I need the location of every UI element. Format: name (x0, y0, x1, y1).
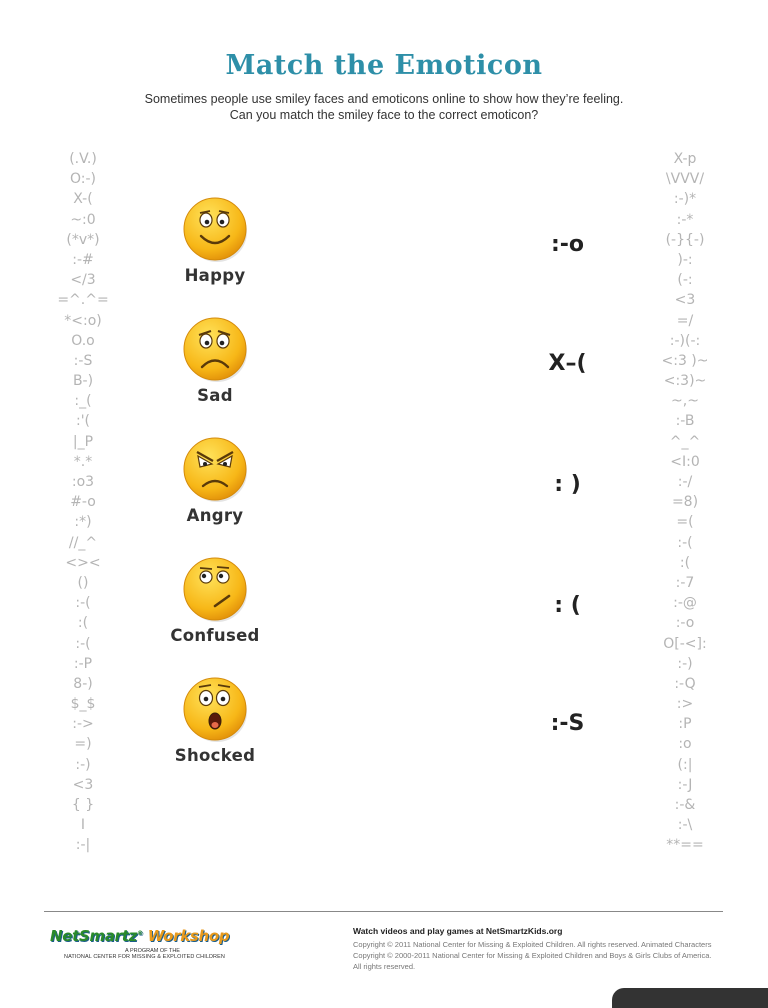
right-column-emoticon: :-\ (677, 817, 693, 834)
right-column-emoticon: <3 (674, 292, 696, 309)
right-column-emoticon: :-( (677, 534, 693, 551)
right-column-emoticon: O[-<]: (663, 635, 707, 652)
footer-copyright: Copyright © 2011 National Center for Missing & Exploited Children. All rights reserved. Animated Characters Copyright © 2000-2011 National Center for Missing & Exploited Children and Boys & Girls Clubs of America. All rights reserved. (353, 940, 712, 971)
left-column-emoticon: :-) (75, 756, 91, 773)
left-column-emoticon: O.o (71, 332, 95, 349)
left-column-emoticon: O:-) (69, 171, 96, 188)
right-column-emoticon: (-}{-) (665, 231, 705, 248)
netsmartz-logo (50, 927, 235, 960)
instructions-line-2: Can you match the smiley face to the correct emoticon? (229, 108, 539, 122)
right-column-emoticon: (-: (677, 272, 693, 289)
emoticon-3: : ) (554, 472, 581, 497)
left-column-emoticon: |_P (72, 433, 94, 450)
face-label-happy: Happy (184, 266, 246, 285)
right-column-emoticon: \VVV/ (665, 171, 705, 188)
left-column-emoticon: :_( (74, 393, 92, 410)
left-column-emoticon: X-( (73, 191, 93, 208)
right-column-emoticon: :P (678, 716, 692, 733)
page-corner-tab (612, 988, 768, 1008)
right-column-emoticon: <:3)~ (663, 373, 707, 390)
face-label-shocked: Shocked (174, 746, 256, 765)
right-column-emoticon: :( (679, 554, 691, 571)
left-column-emoticon: //_^ (68, 534, 98, 551)
right-column-emoticon: :o (678, 736, 692, 753)
face-angry (160, 436, 270, 525)
left-column-emoticon: :-| (75, 837, 91, 854)
left-column-emoticon: :-( (75, 635, 91, 652)
right-column-emoticon: :-* (676, 211, 694, 228)
left-column-emoticon: =) (74, 736, 92, 753)
shocked-face-icon (181, 676, 249, 744)
left-column-emoticon: { } (71, 797, 95, 813)
face-label-angry: Angry (186, 506, 244, 525)
logo-subtitle-1: A PROGRAM OF THE (125, 948, 180, 954)
left-column-emoticon: *<:o) (64, 312, 102, 329)
left-column-emoticon: <3 (72, 776, 94, 793)
right-column-emoticon: X-p (673, 151, 697, 167)
angry-face-icon (181, 436, 249, 504)
right-column-emoticon: <:3 )~ (661, 352, 709, 369)
right-column-emoticon: =/ (676, 312, 694, 329)
logo-wordmark: NetSmartz® Workshop (50, 927, 230, 945)
right-column-emoticon: :-)* (673, 191, 697, 208)
left-column-emoticon: #-o (70, 494, 96, 511)
left-column-emoticon: :o3 (71, 474, 95, 490)
left-column-emoticon: <>< (65, 554, 101, 571)
footer-text (353, 926, 713, 972)
left-column-emoticon: ~:0 (70, 211, 96, 228)
logo-workshop: Workshop (147, 927, 230, 945)
right-column-emoticon: :> (676, 696, 694, 713)
right-column-emoticon: :-B (675, 413, 695, 430)
left-column-emoticon: (*v*) (66, 231, 100, 248)
right-column-emoticon: :-J (677, 776, 693, 793)
instructions-line-1: Sometimes people use smiley faces and emoticons online to show how they’re feeling. (144, 92, 624, 106)
right-column-emoticon: :-Q (674, 675, 696, 692)
face-happy (160, 196, 270, 285)
right-column-emoticon: :-o (675, 615, 695, 632)
face-label-confused: Confused (170, 626, 260, 645)
left-column-emoticon: :-> (72, 716, 94, 733)
right-column-emoticon: **== (666, 837, 704, 854)
left-column-emoticon: :-( (75, 595, 91, 612)
left-column-emoticon: </3 (70, 272, 96, 289)
right-column-emoticon: =( (676, 514, 694, 531)
right-column-emoticon: =8) (671, 494, 699, 511)
left-column-emoticon: () (77, 574, 89, 591)
face-sad (160, 316, 270, 405)
left-column-emoticon: :( (77, 615, 89, 632)
right-emoticon-column (655, 149, 715, 856)
left-column-emoticon: :*) (74, 514, 92, 531)
left-column-emoticon: :-# (72, 251, 94, 268)
face-shocked (160, 676, 270, 765)
footer-headline: Watch videos and play games at NetSmartzKids.org (353, 926, 563, 936)
right-column-emoticon: ^_^ (669, 433, 701, 450)
right-column-emoticon: :-/ (677, 474, 693, 490)
left-column-emoticon: *.* (73, 453, 93, 470)
left-column-emoticon: 8-) (73, 675, 93, 692)
face-label-sad: Sad (197, 386, 233, 405)
left-column-emoticon: :'( (75, 413, 91, 430)
emoticon-4: : ( (554, 593, 581, 618)
emoticon-2: X–( (548, 351, 587, 376)
left-column-emoticon: (.V.) (69, 151, 97, 167)
left-emoticon-column (53, 149, 113, 856)
emoticon-1: :-o (550, 232, 585, 257)
right-column-emoticon: :-& (674, 797, 696, 813)
right-column-emoticon: )-: (677, 251, 693, 268)
face-confused (160, 556, 270, 645)
left-column-emoticon: B-) (72, 373, 94, 390)
right-column-emoticon: ~,~ (671, 393, 699, 410)
left-column-emoticon: :-S (73, 352, 93, 369)
right-column-emoticon: :-)(-: (669, 332, 701, 349)
confused-face-icon (181, 556, 249, 624)
footer-divider (44, 911, 723, 912)
right-column-emoticon: (:| (677, 756, 693, 773)
right-column-emoticon: <I:0 (670, 453, 700, 470)
right-column-emoticon: :-7 (675, 574, 695, 591)
happy-face-icon (181, 196, 249, 264)
logo-netsmartz: NetSmartz (50, 927, 138, 945)
right-column-emoticon: :-@ (673, 595, 697, 612)
left-column-emoticon: :-P (73, 655, 93, 672)
instructions (0, 91, 768, 123)
emoticon-5: :-S (550, 711, 585, 736)
right-column-emoticon: :-) (677, 655, 693, 672)
sad-face-icon (181, 316, 249, 384)
logo-subtitle-2: NATIONAL CENTER FOR MISSING & EXPLOITED CHILDREN (64, 954, 225, 960)
left-column-emoticon: $_$ (70, 696, 96, 713)
left-column-emoticon: I (80, 817, 86, 834)
left-column-emoticon: =^.^= (57, 292, 109, 309)
page-title: Match the Emoticon (225, 50, 543, 81)
